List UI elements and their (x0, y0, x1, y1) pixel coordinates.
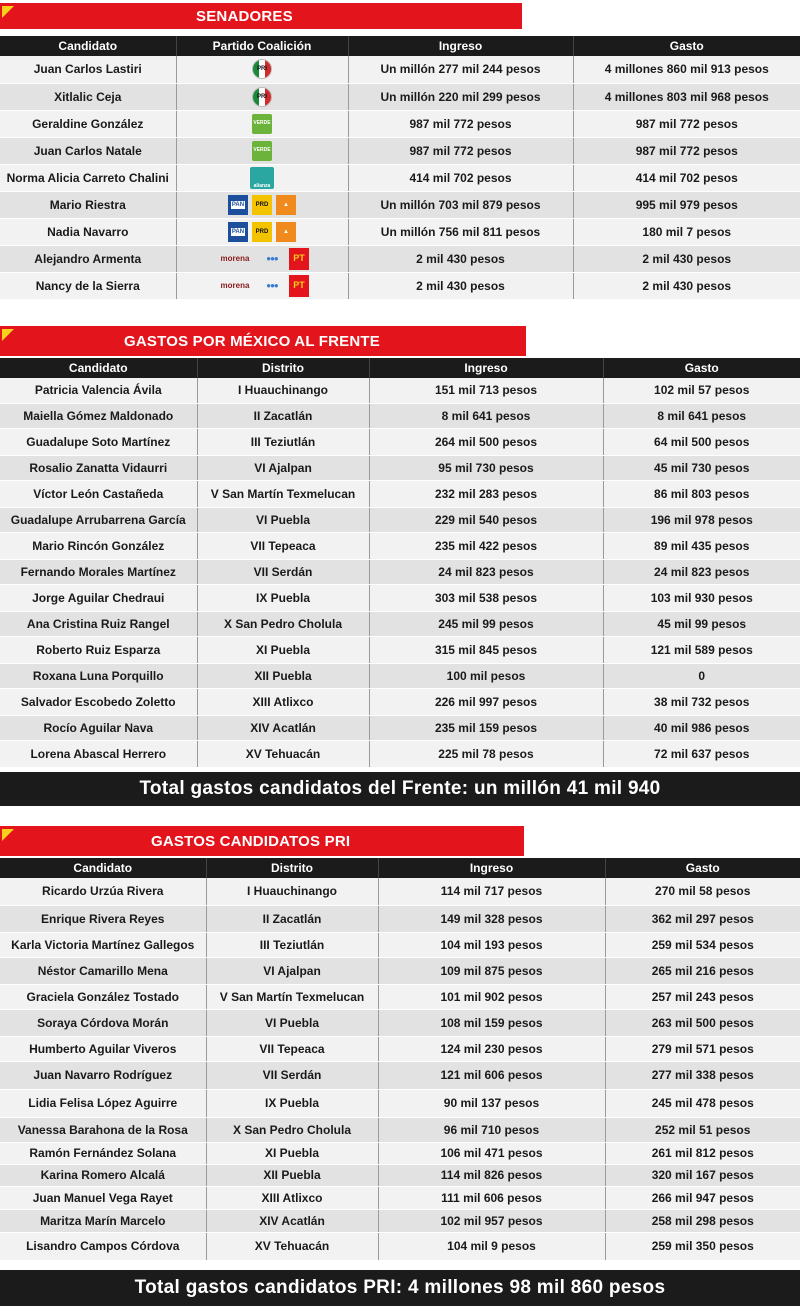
table-row (0, 480, 800, 507)
ingreso-cell: 95 mil 730 pesos (369, 455, 603, 480)
table-row (0, 507, 800, 532)
gasto-cell: 270 mil 58 pesos (605, 878, 800, 905)
ingreso-cell: 229 mil 540 pesos (369, 507, 603, 532)
gasto-cell: 245 mil 478 pesos (605, 1089, 800, 1117)
gasto-cell: 252 mil 51 pesos (605, 1117, 800, 1142)
senadores-title: SENADORES (196, 7, 293, 25)
candidato-cell: Vanessa Barahona de la Rosa (0, 1117, 206, 1142)
ingreso-cell: 114 mil 717 pesos (378, 878, 605, 905)
ingreso-cell: 102 mil 957 pesos (378, 1209, 605, 1232)
gasto-cell: 4 millones 860 mil 913 pesos (573, 56, 800, 83)
gasto-cell: 320 mil 167 pesos (605, 1164, 800, 1186)
ingreso-cell: 101 mil 902 pesos (378, 984, 605, 1009)
pri-table (0, 858, 800, 1261)
candidato-cell: Juan Carlos Lastiri (0, 56, 176, 83)
table-row (0, 56, 800, 83)
partido-coalicion-cell (176, 56, 348, 83)
morena-logo-icon: morena (220, 253, 250, 263)
column-header: Candidato (0, 358, 197, 378)
table-row (0, 905, 800, 932)
table-row (0, 245, 800, 272)
partido-coalicion-cell (176, 245, 348, 272)
distrito-cell: III Teziutlán (197, 428, 369, 455)
gasto-cell: 987 mil 772 pesos (573, 137, 800, 164)
candidato-cell: Enrique Rivera Reyes (0, 905, 206, 932)
verde-logo-icon: VERDE (252, 114, 272, 134)
table-row (0, 984, 800, 1009)
gasto-cell: 362 mil 297 pesos (605, 905, 800, 932)
ingreso-cell: 315 mil 845 pesos (369, 636, 603, 663)
partido-coalicion-cell (176, 218, 348, 245)
candidato-cell: Lisandro Campos Córdova (0, 1232, 206, 1260)
ingreso-cell: 2 mil 430 pesos (348, 272, 573, 299)
partido-coalicion-cell (176, 191, 348, 218)
gasto-cell: 277 mil 338 pesos (605, 1061, 800, 1089)
table-row (0, 83, 800, 110)
ingreso-cell: 90 mil 137 pesos (378, 1089, 605, 1117)
pri-total: Total gastos candidatos PRI: 4 millones 98 mil 860 pesos (0, 1270, 800, 1306)
gasto-cell: 263 mil 500 pesos (605, 1009, 800, 1036)
pes-logo-icon: ●●● (266, 253, 278, 263)
pt-logo-icon: PT (289, 248, 309, 270)
table-row (0, 403, 800, 428)
gasto-cell: 86 mil 803 pesos (603, 480, 800, 507)
gasto-cell: 45 mil 730 pesos (603, 455, 800, 480)
distrito-cell: XIV Acatlán (197, 715, 369, 740)
candidato-cell: Néstor Camarillo Mena (0, 957, 206, 984)
table-row (0, 218, 800, 245)
gasto-cell: 72 mil 637 pesos (603, 740, 800, 767)
distrito-cell: XI Puebla (197, 636, 369, 663)
candidato-cell: Norma Alicia Carreto Chalini (0, 164, 176, 191)
ingreso-cell: 303 mil 538 pesos (369, 584, 603, 611)
column-header: Distrito (206, 858, 378, 878)
gasto-cell: 257 mil 243 pesos (605, 984, 800, 1009)
ingreso-cell: 264 mil 500 pesos (369, 428, 603, 455)
candidato-cell: Graciela González Tostado (0, 984, 206, 1009)
table-row (0, 1036, 800, 1061)
gasto-cell: 2 mil 430 pesos (573, 272, 800, 299)
ingreso-cell: 8 mil 641 pesos (369, 403, 603, 428)
column-header: Partido Coalición (176, 36, 348, 56)
party-logos (177, 84, 348, 110)
table-row (0, 559, 800, 584)
partido-coalicion-cell (176, 272, 348, 299)
nueva-alianza-logo-icon: alianza (250, 167, 274, 189)
pan-logo-icon: PAN (228, 195, 248, 215)
column-header: Candidato (0, 858, 206, 878)
ingreso-cell: 104 mil 193 pesos (378, 932, 605, 957)
distrito-cell: VI Ajalpan (197, 455, 369, 480)
gasto-cell: 103 mil 930 pesos (603, 584, 800, 611)
gasto-cell: 2 mil 430 pesos (573, 245, 800, 272)
table-row (0, 164, 800, 191)
candidato-cell: Mario Rincón González (0, 532, 197, 559)
gasto-cell: 89 mil 435 pesos (603, 532, 800, 559)
gasto-cell: 995 mil 979 pesos (573, 191, 800, 218)
table-row (0, 1061, 800, 1089)
candidato-cell: Maritza Marín Marcelo (0, 1209, 206, 1232)
gasto-cell: 64 mil 500 pesos (603, 428, 800, 455)
distrito-cell: X San Pedro Cholula (197, 611, 369, 636)
candidato-cell: Mario Riestra (0, 191, 176, 218)
candidato-cell: Lidia Felisa López Aguirre (0, 1089, 206, 1117)
ingreso-cell: 106 mil 471 pesos (378, 1142, 605, 1164)
gasto-cell: 987 mil 772 pesos (573, 110, 800, 137)
table-row (0, 740, 800, 767)
table-row (0, 455, 800, 480)
column-header: Ingreso (378, 858, 605, 878)
verde-logo-icon: VERDE (252, 141, 272, 161)
distrito-cell: I Huauchinango (197, 378, 369, 403)
table-row (0, 663, 800, 688)
ingreso-cell: 226 mil 997 pesos (369, 688, 603, 715)
table-row (0, 1164, 800, 1186)
mc-logo-icon: ▲ (276, 222, 296, 242)
distrito-cell: IX Puebla (197, 584, 369, 611)
table-row (0, 878, 800, 905)
frente-title: GASTOS POR MÉXICO AL FRENTE (124, 332, 380, 350)
gasto-cell: 259 mil 534 pesos (605, 932, 800, 957)
distrito-cell: VI Puebla (206, 1009, 378, 1036)
candidato-cell: Patricia Valencia Ávila (0, 378, 197, 403)
gasto-cell: 8 mil 641 pesos (603, 403, 800, 428)
partido-coalicion-cell (176, 110, 348, 137)
distrito-cell: VII Serdán (206, 1061, 378, 1089)
gasto-cell: 24 mil 823 pesos (603, 559, 800, 584)
column-header: Gasto (605, 858, 800, 878)
pri-logo-icon: PRI (252, 59, 272, 79)
table-row (0, 1009, 800, 1036)
party-logos (177, 165, 348, 191)
table-row (0, 378, 800, 403)
distrito-cell: VII Tepeaca (197, 532, 369, 559)
distrito-cell: VI Ajalpan (206, 957, 378, 984)
frente-total: Total gastos candidatos del Frente: un millón 41 mil 940 (0, 772, 800, 806)
candidato-cell: Nancy de la Sierra (0, 272, 176, 299)
senadores-banner (0, 3, 522, 29)
pan-logo-icon: PAN (228, 222, 248, 242)
table-row (0, 532, 800, 559)
column-header: Candidato (0, 36, 176, 56)
ingreso-cell: 100 mil pesos (369, 663, 603, 688)
distrito-cell: XIV Acatlán (206, 1209, 378, 1232)
distrito-cell: III Teziutlán (206, 932, 378, 957)
distrito-cell: V San Martín Texmelucan (206, 984, 378, 1009)
candidato-cell: Alejandro Armenta (0, 245, 176, 272)
party-logos (177, 56, 348, 83)
table-header-row (0, 358, 800, 378)
ingreso-cell: 235 mil 159 pesos (369, 715, 603, 740)
pes-logo-icon: ●●● (266, 280, 278, 290)
mc-logo-icon: ▲ (276, 195, 296, 215)
gasto-cell: 38 mil 732 pesos (603, 688, 800, 715)
gasto-cell: 40 mil 986 pesos (603, 715, 800, 740)
table-row (0, 1186, 800, 1209)
candidato-cell: Guadalupe Arrubarrena García (0, 507, 197, 532)
ingreso-cell: 121 mil 606 pesos (378, 1061, 605, 1089)
corner-triangle-icon (2, 829, 14, 841)
ingreso-cell: 149 mil 328 pesos (378, 905, 605, 932)
ingreso-cell: 108 mil 159 pesos (378, 1009, 605, 1036)
candidato-cell: Rosalio Zanatta Vidaurri (0, 455, 197, 480)
candidato-cell: Roxana Luna Porquillo (0, 663, 197, 688)
candidato-cell: Guadalupe Soto Martínez (0, 428, 197, 455)
pri-title: GASTOS CANDIDATOS PRI (151, 832, 351, 850)
gasto-cell: 414 mil 702 pesos (573, 164, 800, 191)
table-header-row (0, 858, 800, 878)
distrito-cell: I Huauchinango (206, 878, 378, 905)
ingreso-cell: 2 mil 430 pesos (348, 245, 573, 272)
candidato-cell: Rocío Aguilar Nava (0, 715, 197, 740)
distrito-cell: VII Serdán (197, 559, 369, 584)
partido-coalicion-cell (176, 83, 348, 110)
ingreso-cell: 151 mil 713 pesos (369, 378, 603, 403)
table-row (0, 137, 800, 164)
ingreso-cell: 24 mil 823 pesos (369, 559, 603, 584)
party-logos (177, 219, 348, 245)
table-row (0, 932, 800, 957)
party-logos (177, 273, 348, 299)
ingreso-cell: 987 mil 772 pesos (348, 110, 573, 137)
table-row (0, 957, 800, 984)
candidato-cell: Humberto Aguilar Viveros (0, 1036, 206, 1061)
column-header: Distrito (197, 358, 369, 378)
gasto-cell: 196 mil 978 pesos (603, 507, 800, 532)
ingreso-cell: 109 mil 875 pesos (378, 957, 605, 984)
ingreso-cell: 111 mil 606 pesos (378, 1186, 605, 1209)
corner-triangle-icon (2, 6, 14, 18)
gasto-cell: 121 mil 589 pesos (603, 636, 800, 663)
distrito-cell: XV Tehuacán (197, 740, 369, 767)
table-row (0, 1232, 800, 1260)
candidato-cell: Jorge Aguilar Chedraui (0, 584, 197, 611)
ingreso-cell: 987 mil 772 pesos (348, 137, 573, 164)
gasto-cell: 279 mil 571 pesos (605, 1036, 800, 1061)
party-logos (177, 111, 348, 137)
candidato-cell: Ricardo Urzúa Rivera (0, 878, 206, 905)
distrito-cell: VI Puebla (197, 507, 369, 532)
ingreso-cell: 232 mil 283 pesos (369, 480, 603, 507)
ingreso-cell: 225 mil 78 pesos (369, 740, 603, 767)
table-row (0, 272, 800, 299)
candidato-cell: Geraldine González (0, 110, 176, 137)
candidato-cell: Juan Manuel Vega Rayet (0, 1186, 206, 1209)
distrito-cell: VII Tepeaca (206, 1036, 378, 1061)
gasto-cell: 266 mil 947 pesos (605, 1186, 800, 1209)
distrito-cell: II Zacatlán (197, 403, 369, 428)
candidato-cell: Karla Victoria Martínez Gallegos (0, 932, 206, 957)
candidato-cell: Soraya Córdova Morán (0, 1009, 206, 1036)
party-logos (177, 246, 348, 272)
table-row (0, 1209, 800, 1232)
distrito-cell: XII Puebla (206, 1164, 378, 1186)
pri-banner (0, 826, 524, 856)
partido-coalicion-cell (176, 164, 348, 191)
table-row (0, 1089, 800, 1117)
prd-logo-icon: PRD (252, 222, 272, 242)
frente-banner (0, 326, 526, 356)
candidato-cell: Roberto Ruiz Esparza (0, 636, 197, 663)
column-header: Gasto (573, 36, 800, 56)
gasto-cell: 180 mil 7 pesos (573, 218, 800, 245)
ingreso-cell: 235 mil 422 pesos (369, 532, 603, 559)
senadores-table (0, 36, 800, 300)
ingreso-cell: 124 mil 230 pesos (378, 1036, 605, 1061)
distrito-cell: X San Pedro Cholula (206, 1117, 378, 1142)
distrito-cell: XIII Atlixco (197, 688, 369, 715)
frente-table (0, 358, 800, 768)
column-header: Ingreso (369, 358, 603, 378)
ingreso-cell: 414 mil 702 pesos (348, 164, 573, 191)
candidato-cell: Fernando Morales Martínez (0, 559, 197, 584)
gasto-cell: 45 mil 99 pesos (603, 611, 800, 636)
candidato-cell: Juan Carlos Natale (0, 137, 176, 164)
candidato-cell: Lorena Abascal Herrero (0, 740, 197, 767)
candidato-cell: Maiella Gómez Maldonado (0, 403, 197, 428)
pri-logo-icon: PRI (252, 87, 272, 107)
table-row (0, 1142, 800, 1164)
candidato-cell: Nadia Navarro (0, 218, 176, 245)
ingreso-cell: 114 mil 826 pesos (378, 1164, 605, 1186)
distrito-cell: IX Puebla (206, 1089, 378, 1117)
distrito-cell: XII Puebla (197, 663, 369, 688)
gasto-cell: 258 mil 298 pesos (605, 1209, 800, 1232)
candidato-cell: Ana Cristina Ruiz Rangel (0, 611, 197, 636)
table-row (0, 1117, 800, 1142)
corner-triangle-icon (2, 329, 14, 341)
table-row (0, 191, 800, 218)
prd-logo-icon: PRD (252, 195, 272, 215)
column-header: Ingreso (348, 36, 573, 56)
distrito-cell: II Zacatlán (206, 905, 378, 932)
distrito-cell: XI Puebla (206, 1142, 378, 1164)
distrito-cell: V San Martín Texmelucan (197, 480, 369, 507)
ingreso-cell: 96 mil 710 pesos (378, 1117, 605, 1142)
ingreso-cell: Un millón 220 mil 299 pesos (348, 83, 573, 110)
party-logos (177, 192, 348, 218)
partido-coalicion-cell (176, 137, 348, 164)
candidato-cell: Karina Romero Alcalá (0, 1164, 206, 1186)
ingreso-cell: Un millón 277 mil 244 pesos (348, 56, 573, 83)
gasto-cell: 261 mil 812 pesos (605, 1142, 800, 1164)
table-row (0, 611, 800, 636)
table-row (0, 584, 800, 611)
candidato-cell: Juan Navarro Rodríguez (0, 1061, 206, 1089)
ingreso-cell: Un millón 703 mil 879 pesos (348, 191, 573, 218)
ingreso-cell: 245 mil 99 pesos (369, 611, 603, 636)
table-row (0, 715, 800, 740)
table-row (0, 428, 800, 455)
candidato-cell: Xitlalic Ceja (0, 83, 176, 110)
pt-logo-icon: PT (289, 275, 309, 297)
gasto-cell: 0 (603, 663, 800, 688)
table-row (0, 110, 800, 137)
column-header: Gasto (603, 358, 800, 378)
ingreso-cell: 104 mil 9 pesos (378, 1232, 605, 1260)
gasto-cell: 265 mil 216 pesos (605, 957, 800, 984)
gasto-cell: 259 mil 350 pesos (605, 1232, 800, 1260)
table-row (0, 688, 800, 715)
table-header-row (0, 36, 800, 56)
gasto-cell: 102 mil 57 pesos (603, 378, 800, 403)
candidato-cell: Salvador Escobedo Zoletto (0, 688, 197, 715)
distrito-cell: XIII Atlixco (206, 1186, 378, 1209)
party-logos (177, 138, 348, 164)
morena-logo-icon: morena (220, 280, 250, 290)
table-row (0, 636, 800, 663)
distrito-cell: XV Tehuacán (206, 1232, 378, 1260)
candidato-cell: Víctor León Castañeda (0, 480, 197, 507)
candidato-cell: Ramón Fernández Solana (0, 1142, 206, 1164)
ingreso-cell: Un millón 756 mil 811 pesos (348, 218, 573, 245)
gasto-cell: 4 millones 803 mil 968 pesos (573, 83, 800, 110)
